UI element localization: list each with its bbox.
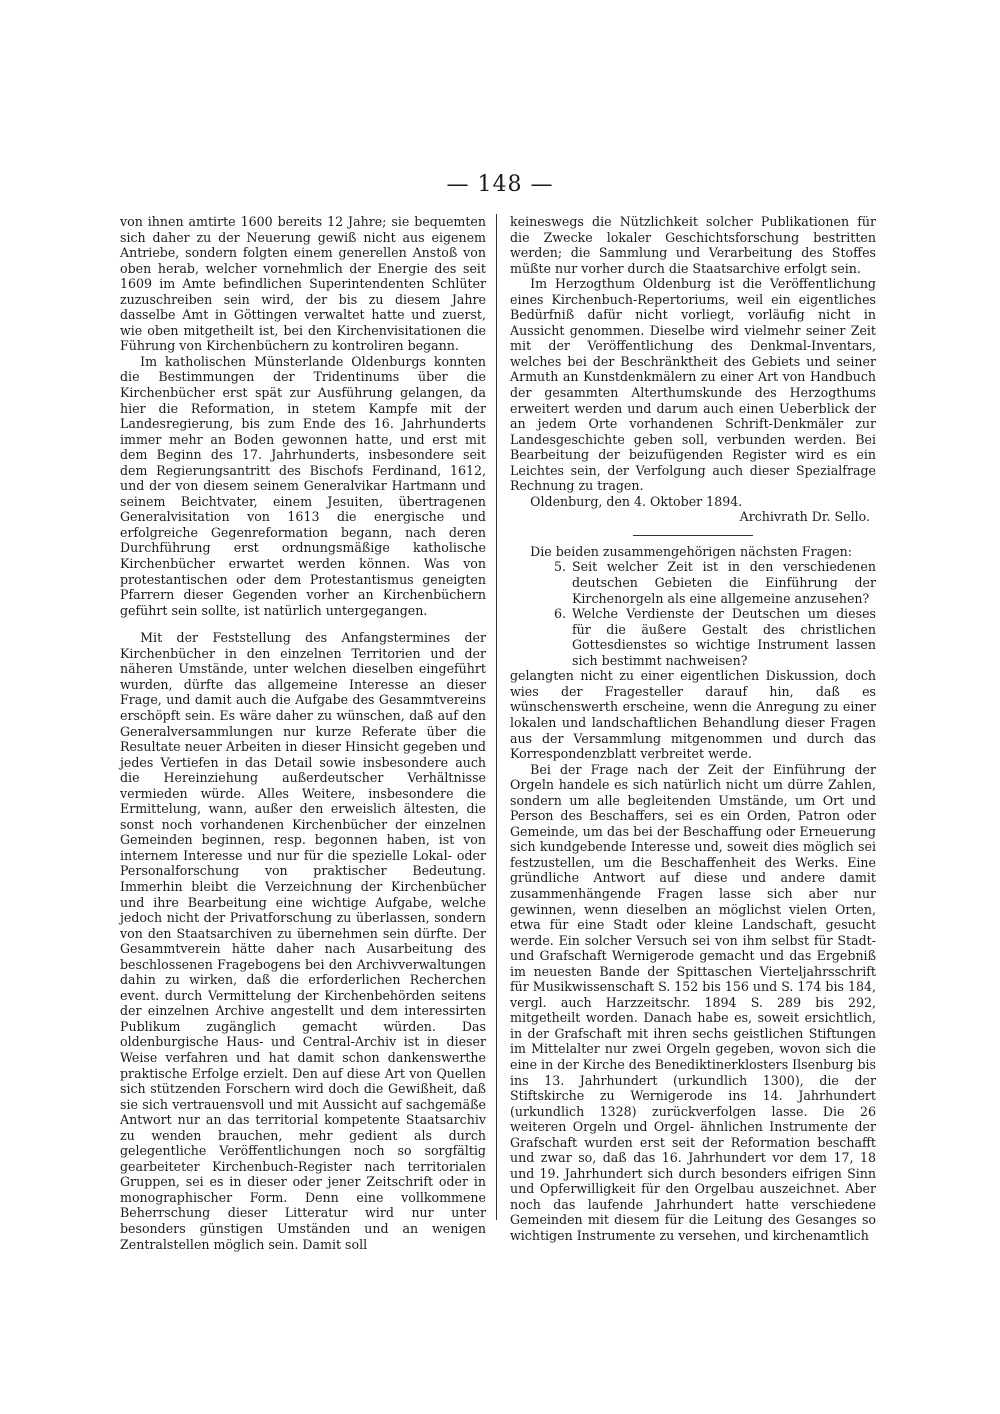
question-item xyxy=(510,606,876,668)
questions-intro: Die beiden zusammengehörigen nächsten Fragen: xyxy=(530,543,852,559)
paragraph: Mit der Feststellung des Anfangstermines der Kirchenbücher in den einzelnen Territorien und der näheren Umstände, unter welchen dieselben eingeführt wurden, dürfte das allgemeine Interesse an dieser Frage, und damit auch die Aufgabe des Gesammtvereins erschöpft sein. Es wäre daher zu wünschen, daß auf den Generalversammlungen nur kurze Referate über die Resultate neuer Arbeiten in dieser Hinsicht gegeben und jedes Vertiefen in das Detail sowie insbesondere auch die Hereinziehung außerdeutscher Verhältnisse vermieden würde. Alles Weitere, insbesondere die Ermittelung, wann, außer den erweislich ältesten, die sonst noch vorhandenen Kirchenbücher der einzelnen Gemeinden beginnen, resp. begonnen haben, ist von internem Interesse und nur für die spezielle Lokal- oder Personalforschung von praktischer Bedeutung. Immerhin bleibt die Verzeichnung der Kirchenbücher und ihre Bearbeitung eine wichtige Aufgabe, welche jedoch nicht der Privatforschung zu überlassen, sondern von den Staatsarchiven zu übernehmen sein dürfte. Der Gesammtverein hätte daher nach Ausarbeitung des beschlossenen Fragebogens bei den Archivverwaltungen dahin zu wirken, daß die erforderlichen Recherchen event. durch Vermittelung der Kirchenbehörden seitens der einzelnen Archive angestellt und dem interessirten Publikum zugänglich gemacht würden. Das oldenburgische Haus- und Central-Archiv ist in dieser Weise verfahren und hat damit schon dankenswerthe praktische Erfolge erzielt. Den auf diese Art von Quellen sich stützenden Forschern wird doch die Gewißheit, daß sie sich vertrauensvoll und mit Aussicht auf sachgemäße Antwort nur an das territorial kompetente Staatsarchiv zu wenden brauchen, mehr gedient als durch gelegentliche Veröffentlichungen noch so sorgfältig gearbeiteter Kirchenbuch-Register nach territorialen Gruppen, sei es in dieser oder jener Zeitschrift oder in monographischer Form. Denn eine vollkommene Beherrschung dieser Litteratur wird nur unter besonders günstigen Umständen und an wenigen Zentralstellen möglich sein. Damit soll xyxy=(120,630,486,1252)
column-divider xyxy=(496,214,497,1220)
question-item xyxy=(510,559,876,606)
question-number: 5. xyxy=(553,559,566,575)
dateline: Oldenburg, den 4. Oktober 1894. xyxy=(530,493,743,509)
question-text: Seit welcher Zeit ist in den verschiedenen deutschen Gebieten die Einführung der Kirchenorgeln als eine allgemeine anzusehen? xyxy=(572,559,876,606)
question-number: 6. xyxy=(553,606,566,622)
paragraph: Im Herzogthum Oldenburg ist die Veröffentlichung eines Kirchenbuch-Repertoriums, weil ein eigentliches Bedürfniß dafür nicht vorliegt, vorläufig nicht in Aussicht genommen. Dieselbe wird vielmehr seiner Zeit mit der Veröffentlichung des Denkmal-Inventars, welches bei der Beschränktheit des Gebiets und seiner Armuth an Kunstdenkmälern zu einer Art von Handbuch der gesammten Alterthumskunde des Herzogthums erweitert werden und darum auch einen Ueberblick der an jedem Orte vorhandenen Schrift-Denkmäler zur Landesgeschichte geben soll, verbunden werden. Bei Bearbeitung der beizufügenden Register wird es ein Leichtes sein, der Verfolgung auch dieser Spezialfrage Rechnung zu tragen. xyxy=(510,276,876,494)
page-number: — 148 — xyxy=(446,172,554,197)
question-text: Welche Verdienste der Deutschen um dieses für die äußere Gestalt des christlichen Gottesdienstes so wichtige Instrument lassen sich bestimmt nachweisen? xyxy=(572,606,876,668)
paragraph: Im katholischen Münsterlande Oldenburgs konnten die Bestimmungen der Tridentinums über die Kirchenbücher erst spät zur Ausführung gelangen, da hier die Reformation, in stetem Kampfe mit der Landesregierung, bis zum Ende des 16. Jahrhunderts immer mehr an Boden gewonnen hatte, und erst mit dem Beginn des 17. Jahrhunderts, insbesondere seit dem Regierungsantritt des Bischofs Ferdinand, 1612, und der von diesem seinem Generalvikar Hartmann und seinem Beichtvater, einem Jesuiten, übertragenen Generalvisitation von 1613 die energische und erfolgreiche Gegenreformation begann, nach deren Durchführung erst ordnungsmäßige katholische Kirchenbücher erwartet werden können. Was von protestantischen oder dem Protestantismus geneigten Pfarrern dieser Gegenden vorher an Kirchenbüchern geführt sein sollte, ist natürlich untergegangen. xyxy=(120,353,486,618)
paragraph: keineswegs die Nützlichkeit solcher Publikationen für die Zwecke lokaler Geschichtsforschung bestritten werden; die Sammlung und Verarbeitung des Stoffes müßte nur vorher durch die Staatsarchive erfolgt sein. xyxy=(510,214,876,276)
paragraph: von ihnen amtirte 1600 bereits 12 Jahre; sie bequemten sich daher zu der Neuerung gewiß nicht aus eigenem Antriebe, sondern folgten einem generellen Anstoß von oben herab, welcher vornehmlich der Energie des seit 1609 im Amte befindlichen Superintendenten Schlüter zuzuschreiben sein wird, der bis zu diesem Jahre dasselbe Amt in Göttingen verwaltet hatte und zuerst, wie oben mitgetheilt ist, bei den Kirchenvisitationen die Führung von Kirchenbüchern zu kontroliren begann. xyxy=(120,214,486,354)
paragraph: gelangten nicht zu einer eigentlichen Diskussion, doch wies der Fragesteller darauf hin, daß es wünschenswerth erscheine, wenn die Anregung zu einer lokalen und landschaftlichen Behandlung dieser Fragen aus der Versammlung mitgenommen und durch das Korrespondenzblatt verbreitet werde. xyxy=(510,668,876,762)
signature: Archivrath Dr. Sello. xyxy=(739,509,870,525)
left-column xyxy=(120,214,486,1252)
right-column xyxy=(510,214,876,1244)
paragraph: Bei der Frage nach der Zeit der Einführung der Orgeln handele es sich natürlich nicht um dürre Zahlen, sondern um alle begleitenden Umstände, um Ort und Person des Beschaffers, sei es ein Orden, Patron oder Gemeinde, um das bei der Beschaffung oder Erneuerung sich kundgebende Interesse und, soweit dies möglich sei festzustellen, um die Beschaffenheit des Werks. Eine gründliche Antwort auf diese und andere damit zusammenhängende Fragen lasse sich aber nur gewinnen, wenn dieselben an möglichst vielen Orten, etwa für eine Stadt oder kleine Landschaft, gesucht werde. Ein solcher Versuch sei von ihm selbst für Stadt- und Grafschaft Wernigerode gemacht und das Ergebniß im neuesten Bande der Spittaschen Vierteljahrsschrift für Musikwissenschaft S. 152 bis 156 und S. 174 bis 184, vergl. auch Harzzeitschr. 1894 S. 289 bis 292, mitgetheilt worden. Danach habe es, soweit ersichtlich, in der Grafschaft mit ihren sechs geistlichen Stiftungen im Mittelalter nur zwei Orgeln gegeben, wovon sich die eine in der Kirche des Benediktinerklosters Ilsenburg bis ins 13. Jahrhundert (urkundlich 1300), die der Stiftskirche zu Wernigerode ins 14. Jahrhundert (urkundlich 1328) zurückverfolgen lasse. Die 26 weiteren Orgeln und Orgel- ähnlichen Instrumente der Grafschaft wurden erst seit der Reformation beschafft und zwar so, daß das 16. Jahrhundert vor dem 17, 18 und 19. Jahrhundert sich durch besonders eifrigen Sinn und Opferwilligkeit für den Orgelbau auszeichnet. Aber noch das laufende Jahrhundert hatte verschiedene Gemeinden mit diesem für die Leitung des Gesanges so wichtigen Instrumente zu versehen, und kirchenamtlich xyxy=(510,761,877,1243)
separator-rule xyxy=(633,535,753,536)
